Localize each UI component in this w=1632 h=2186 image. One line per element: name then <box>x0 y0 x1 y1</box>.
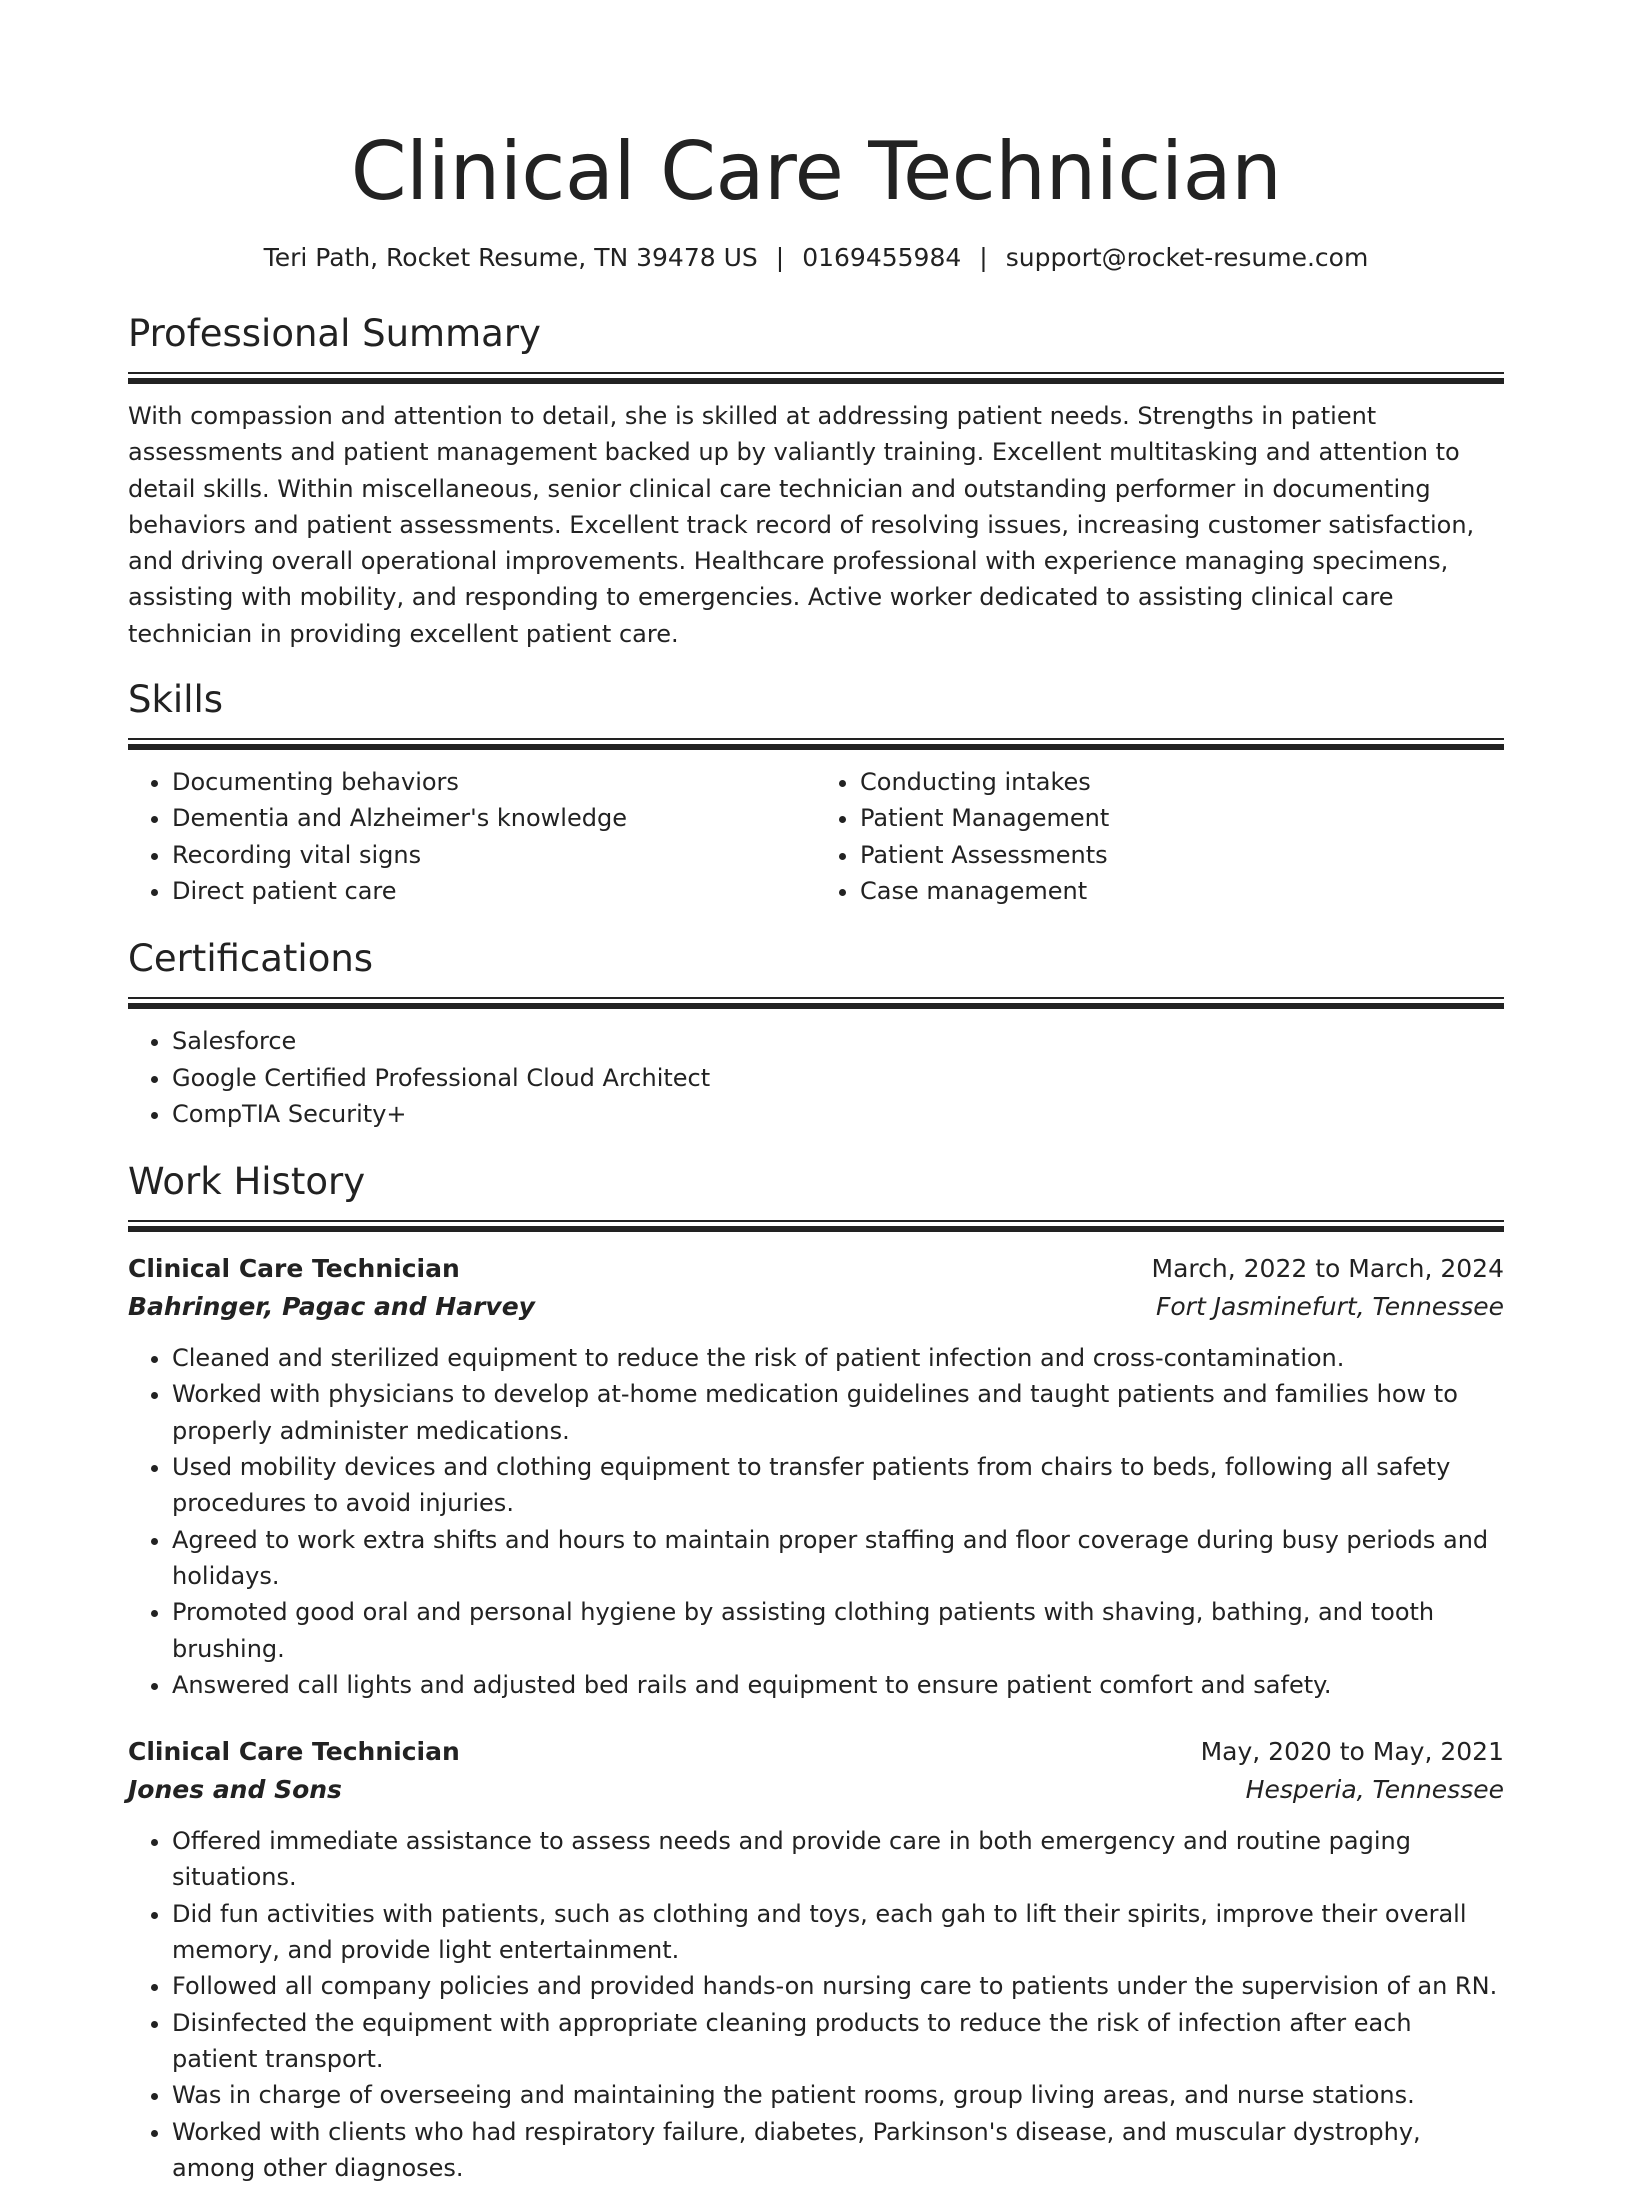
job-bullet: • Disinfected the equipment with appropriate cleaning products to reduce the risk of infection after each patient transport. <box>172 2005 1504 2078</box>
job-subheader <box>128 1288 1504 1326</box>
job-company: Bahringer, Pagac and Harvey <box>128 1288 535 1326</box>
contact-separator: | <box>961 242 1005 274</box>
section-divider <box>128 1220 1504 1232</box>
certification-item: • CompTIA Security+ <box>172 1096 1504 1132</box>
job-bullets <box>128 1823 1504 2186</box>
job-bullet: • Cleaned and sterilized equipment to reduce the risk of patient infection and cross-contamination. <box>172 1340 1504 1376</box>
skill-item: • Conducting intakes <box>860 764 1504 800</box>
section-title-work-history: Work History <box>128 1158 1504 1206</box>
job-bullet: • Worked with clients who had respiratory failure, diabetes, Parkinson's disease, and muscular dystrophy, among other diagnoses. <box>172 2114 1504 2186</box>
contact-separator: | <box>758 242 802 274</box>
section-divider <box>128 738 1504 750</box>
job-bullets <box>128 1340 1504 1703</box>
job-bullet: • Followed all company policies and provided hands-on nursing care to patients under the supervision of an RN. <box>172 1968 1504 2004</box>
section-title-skills: Skills <box>128 676 1504 724</box>
section-divider <box>128 997 1504 1009</box>
job-title: Clinical Care Technician <box>128 1250 460 1288</box>
job-header <box>128 1250 1504 1288</box>
job-location: Fort Jasminefurt, Tennessee <box>1156 1288 1504 1326</box>
job-location: Hesperia, Tennessee <box>1246 1771 1504 1809</box>
resume-page <box>128 0 1504 2186</box>
certifications-section <box>128 935 1504 1132</box>
skills-list-left <box>128 764 816 909</box>
skill-item: • Case management <box>860 873 1504 909</box>
job-bullet: • Worked with physicians to develop at-home medication guidelines and taught patients and families how to properly administer medications. <box>172 1376 1504 1449</box>
skill-item: • Patient Management <box>860 800 1504 836</box>
skill-item: • Dementia and Alzheimer's knowledge <box>172 800 816 836</box>
job-bullet: • Agreed to work extra shifts and hours to maintain proper staffing and floor coverage during busy periods and holidays. <box>172 1522 1504 1595</box>
work-history-section <box>128 1158 1504 2186</box>
job-title: Clinical Care Technician <box>128 1733 460 1771</box>
job-dates: March, 2022 to March, 2024 <box>1152 1250 1504 1288</box>
certifications-list <box>128 1023 1504 1132</box>
job-header <box>128 1733 1504 1771</box>
certification-item: • Google Certified Professional Cloud Architect <box>172 1060 1504 1096</box>
section-title-summary: Professional Summary <box>128 310 1504 358</box>
job-company: Jones and Sons <box>128 1771 342 1809</box>
section-title-certifications: Certifications <box>128 935 1504 983</box>
skill-item: • Documenting behaviors <box>172 764 816 800</box>
job-bullet: • Promoted good oral and personal hygiene by assisting clothing patients with shaving, bathing, and tooth brushing. <box>172 1594 1504 1667</box>
resume-name: Clinical Care Technician <box>128 0 1504 224</box>
section-divider <box>128 372 1504 384</box>
summary-text: With compassion and attention to detail, she is skilled at addressing patient needs. Strengths in patient assessments and patient management backed up by valiantly training. Excellent multitasking and attention to detail skills. Within miscellaneous, senior clinical care technician and outstanding performer in documenting behaviors and patient assessments. Excellent track record of resolving issues, increasing customer satisfaction, and driving overall operational improvements. Healthcare professional with experience managing specimens, assisting with mobility, and responding to emergencies. Active worker dedicated to assisting clinical care technician in providing excellent patient care. <box>128 398 1504 652</box>
job-entry <box>128 1250 1504 1703</box>
job-bullet: • Answered call lights and adjusted bed rails and equipment to ensure patient comfort and safety. <box>172 1667 1504 1703</box>
job-dates: May, 2020 to May, 2021 <box>1201 1733 1504 1771</box>
job-entry <box>128 1733 1504 2186</box>
skill-item: • Patient Assessments <box>860 837 1504 873</box>
skill-item: • Recording vital signs <box>172 837 816 873</box>
job-bullet: • Used mobility devices and clothing equipment to transfer patients from chairs to beds, following all safety procedures to avoid injuries. <box>172 1449 1504 1522</box>
contact-address: Teri Path, Rocket Resume, TN 39478 US <box>264 243 758 272</box>
summary-section <box>128 310 1504 652</box>
skills-section <box>128 676 1504 909</box>
job-bullet: • Was in charge of overseeing and maintaining the patient rooms, group living areas, and nurse stations. <box>172 2077 1504 2113</box>
job-bullet: • Offered immediate assistance to assess needs and provide care in both emergency and routine paging situations. <box>172 1823 1504 1896</box>
skill-item: • Direct patient care <box>172 873 816 909</box>
skills-list-right <box>816 764 1504 909</box>
job-bullet: • Did fun activities with patients, such as clothing and toys, each gah to lift their spirits, improve their overall memory, and provide light entertainment. <box>172 1896 1504 1969</box>
skills-columns <box>128 764 1504 909</box>
contact-email: support@rocket-resume.com <box>1006 243 1369 272</box>
certification-item: • Salesforce <box>172 1023 1504 1059</box>
contact-phone: 0169455984 <box>802 243 961 272</box>
contact-line <box>128 242 1504 274</box>
job-subheader <box>128 1771 1504 1809</box>
